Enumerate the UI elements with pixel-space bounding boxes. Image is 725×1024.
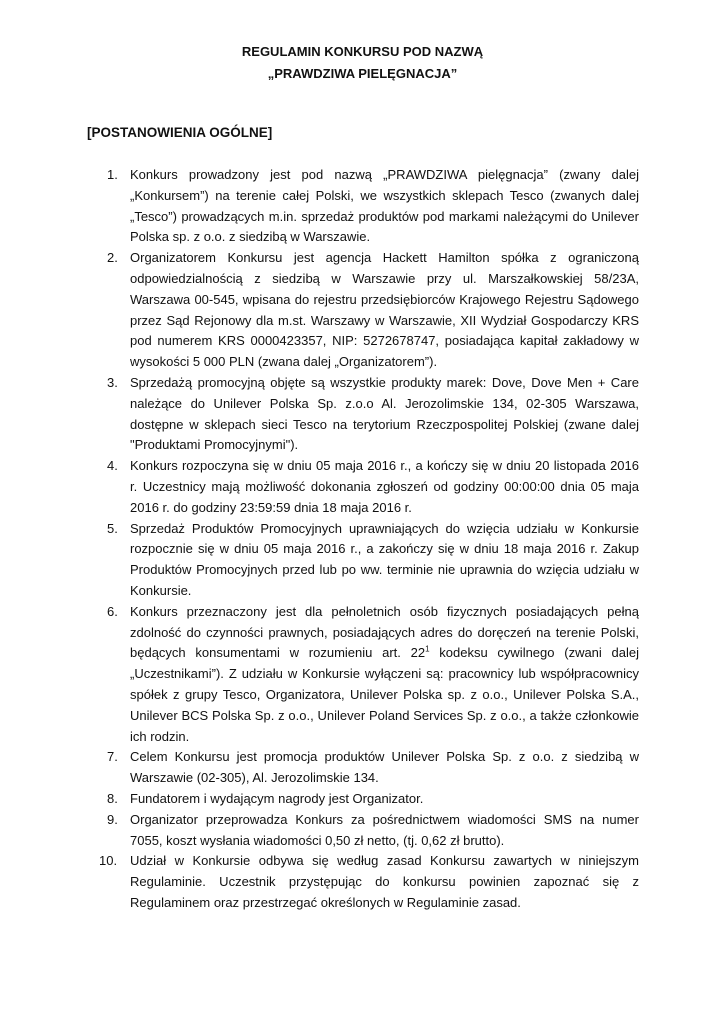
item-text: Organizatorem Konkursu jest agencja Hackett Hamilton spółka z ograniczoną odpowiedzialnością z siedzibą w Warszawie przy ul. Marszałkowskiej 58/23A, Warszawa 00-545, wpisana do rejestru przedsiębiorców Krajowego Rejestru Sądowego przez Sąd Rejonowy dla m.st. Warszawy w Warszawie, XII Wydział Gospodarczy KRS pod numerem KRS 0000423357, NIP: 5272678747, posiadająca kapitał zakładowy w wysokości 5 000 PLN (zwana dalej „Organizatorem”).: [130, 250, 639, 370]
item-text: [130, 604, 639, 744]
item-number: 6.: [107, 603, 118, 619]
section-heading: [POSTANOWIENIA OGÓLNE]: [87, 125, 273, 140]
item-text: Sprzedaż Produktów Promocyjnych uprawniających do wzięcia udziału w Konkursie rozpocznie się w dniu 05 maja 2016 r., a zakończy się w dniu 18 maja 2016 r. Zakup Produktów Promocyjnych przed lub po ww. terminie nie uprawnia do wzięcia udziału w Konkursie.: [130, 520, 639, 598]
document-title-line-2: „PRAWDZIWA PIELĘGNACJA”: [267, 66, 458, 81]
item-text: Fundatorem i wydającym nagrody jest Organizator.: [130, 790, 424, 806]
item-number: 8.: [107, 790, 118, 806]
list-item: [87, 810, 639, 852]
item-text: Konkurs rozpoczyna się w dniu 05 maja 2016 r., a kończy się w dniu 20 listopada 2016 r. Uczestnicy mają możliwość dokonania zgłoszeń od godziny 00:00:00 dnia 05 maja 2016 r. do godziny 23:59:59 dnia 18 maja 2016 r.: [130, 458, 639, 515]
list-item: [87, 851, 639, 913]
list-item: [87, 789, 639, 810]
rules-list: [87, 165, 639, 914]
item-number: 7.: [107, 749, 118, 765]
item-number: 4.: [107, 458, 118, 474]
item-text: Sprzedażą promocyjną objęte są wszystkie produkty marek: Dove, Dove Men + Care należące do Unilever Polska Sp. z.o.o Al. Jerozolimskie 134, 02-305 Warszawa, dostępne w sklepach sieci Tesco na terytorium Rzeczpospolitej Polskiej (zwane dalej "Produktami Promocyjnymi").: [130, 374, 639, 453]
superscript: 1: [425, 645, 430, 654]
item-text: Celem Konkursu jest promocja produktów Unilever Polska Sp. z o.o. z siedzibą w Warszawie (02-305), Al. Jerozolimskie 134.: [130, 749, 639, 786]
list-item: [87, 519, 639, 602]
item-text-part: kodeksu cywilnego (zwani dalej „Uczestnikami”). Z udziału w Konkursie wyłączeni są: pracownicy lub współpracownicy spółek z grupy Tesco, Organizatora, Unilever Polska sp. z o.o., Unilever Polska S.A., Unilever BCS Polska Sp. z o.o., Unilever Poland Services Sp. z o.o., a także członkowie ich rodzin.: [130, 645, 640, 744]
item-text: Udział w Konkursie odbywa się według zasad Konkursu zawartych w niniejszym Regulaminie. Uczestnik przystępując do konkursu powinien zapoznać się z Regulaminem oraz przestrzegać określonych w Regulaminie zasad.: [130, 853, 639, 910]
list-item: [87, 165, 639, 248]
item-number: 2.: [107, 250, 118, 266]
item-number: 1.: [107, 167, 118, 182]
item-number: 3.: [107, 374, 118, 390]
list-item: [87, 248, 639, 373]
item-number: 9.: [107, 811, 118, 827]
list-item: [87, 456, 639, 518]
item-text: Konkurs prowadzony jest pod nazwą „PRAWDZIWA pielęgnacja” (zwany dalej „Konkursem”) na terenie całej Polski, we wszystkich sklepach Tesco (zwanych dalej „Tesco”) prowadzących m.in. sprzedaż produktów pod markami należącymi do Unilever Polska sp. z o.o. z siedzibą w Warszawie.: [130, 167, 639, 245]
item-text: Organizator przeprowadza Konkurs za pośrednictwem wiadomości SMS na numer 7055, koszt wysłania wiadomości 0,50 zł netto, (tj. 0,62 zł brutto).: [130, 811, 639, 848]
item-number: 10.: [99, 853, 118, 869]
list-item: [87, 747, 639, 789]
item-text-part: Konkurs przeznaczony jest dla pełnoletnich osób fizycznych posiadających pełną zdolność do czynności prawnych, posiadających adres do doręczeń na terenie Polski, będących konsumentami w rozumieniu art. 22: [130, 603, 639, 661]
document-title-line-1: REGULAMIN KONKURSU POD NAZWĄ: [241, 44, 484, 59]
list-item: [87, 373, 639, 456]
list-item: [87, 602, 639, 748]
item-number: 5.: [107, 520, 118, 536]
